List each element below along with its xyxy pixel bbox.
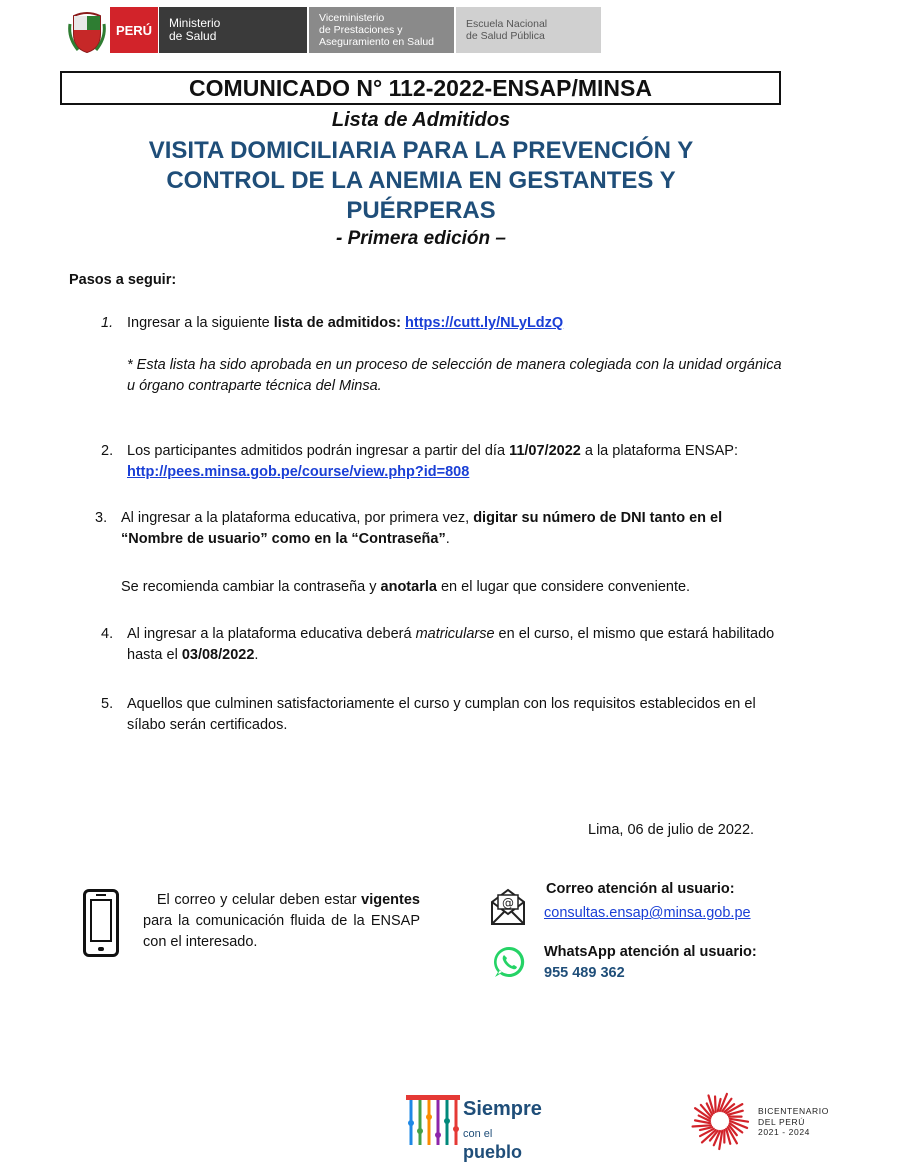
slogan-pueblo: pueblo <box>463 1142 522 1162</box>
step-4-italic: matricularse <box>415 626 495 642</box>
mobile-phone-icon <box>83 889 119 957</box>
ministry-line: Ministerio <box>169 16 221 30</box>
step-2-number: 2. <box>101 443 114 459</box>
rec-bold: anotarla <box>380 579 437 595</box>
step-4-text <box>127 624 787 666</box>
step-3-text <box>121 508 781 550</box>
note-bold: vigentes <box>361 892 421 908</box>
step-1-lead: Ingresar a la siguiente <box>127 315 274 331</box>
main-title: VISITA DOMICILIARIA PARA LA PREVENCIÓN Y CONTROL DE LA ANEMIA EN GESTANTES Y PUÉRPERAS <box>148 137 694 224</box>
step-2-text <box>127 441 787 483</box>
step-3-tail: . <box>445 531 450 547</box>
step-4-mid: en el curso, el mismo que estará habilitado hasta el <box>127 626 775 663</box>
step-1-text <box>127 313 807 334</box>
edition-label: - Primera edición – <box>335 228 506 249</box>
step-5-text: Aquellos que culminen satisfactoriamente el curso y cumplan con los requisitos establecidos en el sílabo serán certificados. <box>127 696 756 733</box>
step-1-note: * Esta lista ha sido aprobada en un proceso de selección de manera colegiada con la unidad orgánica u órgano contraparte técnica del Minsa. <box>127 357 782 394</box>
subtitle: Lista de Admitidos <box>331 109 511 131</box>
steps-heading: Pasos a seguir: <box>69 272 177 288</box>
slogan-sub <box>463 1124 553 1163</box>
step-1-bold: lista de admitidos: <box>273 315 402 331</box>
place-date: Lima, 06 de julio de 2022. <box>588 822 755 838</box>
country-label: PERÚ <box>115 22 153 38</box>
school-header-block <box>456 7 601 53</box>
comunicado-text: COMUNICADO N° 112-2022-ENSAP/MINSA <box>189 74 652 101</box>
step-4-number: 4. <box>101 626 114 642</box>
admitted-list-link[interactable]: https://cutt.ly/NLyLdzQ <box>405 315 564 331</box>
start-date: 11/07/2022 <box>509 443 581 459</box>
ministry-line: de Salud <box>169 29 217 43</box>
ministry-header-block <box>159 7 307 53</box>
comunicado-title <box>60 71 781 105</box>
emblem-ray <box>693 1125 711 1126</box>
note-lead: El correo y celular deben estar <box>156 892 362 908</box>
svg-text:@: @ <box>502 896 514 910</box>
vice-line: Viceministerio <box>319 12 385 24</box>
email-link[interactable]: consultas.ensap@minsa.gob.pe <box>544 905 751 921</box>
end-date: 03/08/2022 <box>181 647 255 663</box>
step-4-lead: Al ingresar a la plataforma educativa deberá <box>127 626 416 642</box>
bicentenario-emblem-icon <box>690 1090 750 1152</box>
whatsapp-icon <box>492 945 526 979</box>
bicentenario-logo <box>668 1078 848 1160</box>
bicent-line: DEL PERÚ <box>758 1116 805 1127</box>
peru-brand-box <box>110 7 158 53</box>
email-envelope-icon <box>490 886 526 926</box>
rec-lead: Se recomienda cambiar la contraseña y <box>121 579 381 595</box>
step-5-number: 5. <box>101 696 114 712</box>
vice-ministry-header-block <box>309 7 454 53</box>
whatsapp-number[interactable]: 955 489 362 <box>544 965 625 981</box>
emblem-ray <box>715 1096 716 1111</box>
siempre-con-el-pueblo-logo <box>405 1093 553 1162</box>
step-4-tail: . <box>254 647 259 663</box>
step-3-lead: Al ingresar a la plataforma educativa, por primera vez, <box>121 510 474 526</box>
rec-tail: en el lugar que considere conveniente. <box>436 579 691 595</box>
note-tail: para la comunicación fluida de la ENSAP con el interesado. <box>143 913 420 950</box>
vice-line: Aseguramiento en Salud <box>319 36 434 48</box>
platform-link[interactable]: http://pees.minsa.gob.pe/course/view.php?id=808 <box>127 464 470 480</box>
whatsapp-label: WhatsApp atención al usuario: <box>544 944 757 960</box>
step-3-bold: digitar su número de DNI tanto en el “Nombre de usuario” como en la “Contraseña” <box>121 510 723 547</box>
email-label: Correo atención al usuario: <box>546 881 735 897</box>
school-line: de Salud Pública <box>466 30 545 42</box>
bicent-line: 2021 - 2024 <box>758 1127 810 1137</box>
school-line: Escuela Nacional <box>466 18 548 30</box>
slogan-con-el: con el <box>463 1128 493 1140</box>
peru-coat-of-arms-icon <box>68 10 106 54</box>
step-3-recommendation <box>121 577 781 598</box>
step-3-number: 3. <box>95 510 108 526</box>
bicent-line: BICENTENARIO <box>758 1106 829 1116</box>
step-1-number: 1. <box>101 315 114 331</box>
step-2-tail: a la plataforma ENSAP: <box>580 443 739 459</box>
slogan-main: Siempre <box>463 1098 542 1120</box>
step-2-lead: Los participantes admitidos podrán ingresar a partir del día <box>127 443 510 459</box>
contact-note <box>143 890 420 953</box>
vice-line: de Prestaciones y <box>319 24 403 36</box>
